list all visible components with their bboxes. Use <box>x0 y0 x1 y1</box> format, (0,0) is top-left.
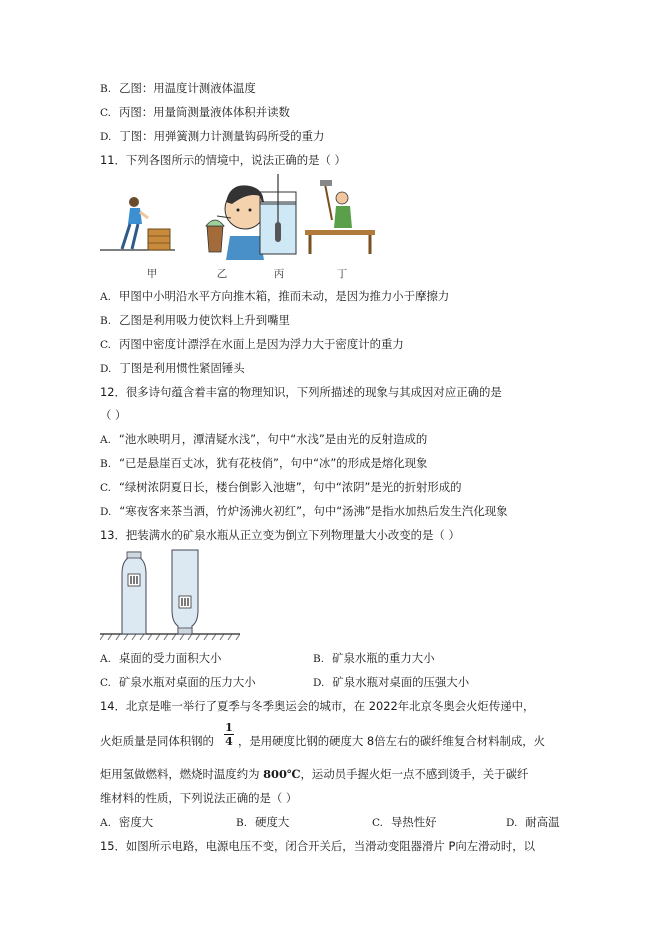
q11-option-a: A. 甲图中小明沿水平方向推木箱，推而未动，是因为推力小于摩擦力 <box>100 289 450 303</box>
q10-option-c: C. 丙图：用量筒测量液体体积并读数 <box>100 105 290 119</box>
q12-option-a: A. “池水映明月，潭清疑水浅”，句中“水浅”是由光的反射造成的 <box>100 432 428 446</box>
q14-fraction-one-quarter: 1 4 <box>225 721 233 748</box>
q13-option-c: C. 矿泉水瓶对桌面的压力大小 <box>100 675 256 689</box>
q14-option-c: C. 导热性好 <box>372 815 437 829</box>
q11-label-jia: 甲 <box>146 268 158 280</box>
q13-option-a: A. 桌面的受力面积大小 <box>100 651 222 665</box>
q12-stem: 12．很多诗句蕴含着丰富的物理知识，下列所描述的现象与其成因对应正确的是 <box>100 385 502 399</box>
q14-stem-line4: 维材料的性质，下列说法正确的是（ ） <box>100 791 298 805</box>
q14-option-d: D. 耐高温 <box>506 815 560 829</box>
q11-option-b: B. 乙图是利用吸力使饮料上升到嘴里 <box>100 313 290 327</box>
q14-stem-line2a: 火炬质量是同体积钢的 <box>100 734 214 748</box>
q14-option-b: B. 硬度大 <box>236 815 290 829</box>
q13-option-d: D. 矿泉水瓶对桌面的压强大小 <box>313 675 470 689</box>
q11-figure <box>100 174 380 264</box>
q11-option-d: D. 丁图是利用惯性紧固锤头 <box>100 361 245 375</box>
q15-stem: 15．如图所示电路，电源电压不变，闭合开关后，当滑动变阻器滑片 P向左滑动时，以 <box>100 839 536 853</box>
q10-option-d: D. 丁图：用弹簧测力计测量钩码所受的重力 <box>100 129 325 143</box>
q13-bottle-figure <box>100 548 240 644</box>
q12-option-b: B. “已是悬崖百丈冰，犹有花枝俏”，句中“冰”的形成是熔化现象 <box>100 456 428 470</box>
q14-stem-line3: 炬用氢做燃料，燃烧时温度约为 800℃，运动员手握火炬一点不感到烫手，关于碳纤 <box>100 767 529 781</box>
q10-option-b: B. 乙图：用温度计测液体温度 <box>100 81 256 95</box>
q12-option-c: C. “绿树浓阴夏日长，楼台倒影入池塘”，句中“浓阴”是光的折射形成的 <box>100 480 462 494</box>
q13-stem: 13．把装满水的矿泉水瓶从正立变为倒立下列物理量大小改变的是（ ） <box>100 528 460 542</box>
q13-option-b: B. 矿泉水瓶的重力大小 <box>313 651 435 665</box>
q14-stem-line2b: ，是用硬度比钢的硬度大 8倍左右的碳纤维复合材料制成，火 <box>238 734 546 748</box>
q11-label-ding: 丁 <box>336 268 348 280</box>
q11-label-yi: 乙 <box>216 268 228 280</box>
q12-stem-bracket: （ ） <box>100 408 127 422</box>
q11-option-c: C. 丙图中密度计漂浮在水面上是因为浮力大于密度计的重力 <box>100 337 404 351</box>
q11-stem: 11．下列各图所示的情境中，说法正确的是（ ） <box>100 153 346 167</box>
q11-label-bing: 丙 <box>273 268 285 280</box>
q14-stem-line1: 14．北京是唯一举行了夏季与冬季奥运会的城市，在 2022年北京冬奥会火炬传递中， <box>100 699 535 713</box>
q12-option-d: D. “寒夜客来茶当酒，竹炉汤沸火初红”，句中“汤沸”是指水加热后发生汽化现象 <box>100 504 508 518</box>
q14-option-a: A. 密度大 <box>100 815 154 829</box>
